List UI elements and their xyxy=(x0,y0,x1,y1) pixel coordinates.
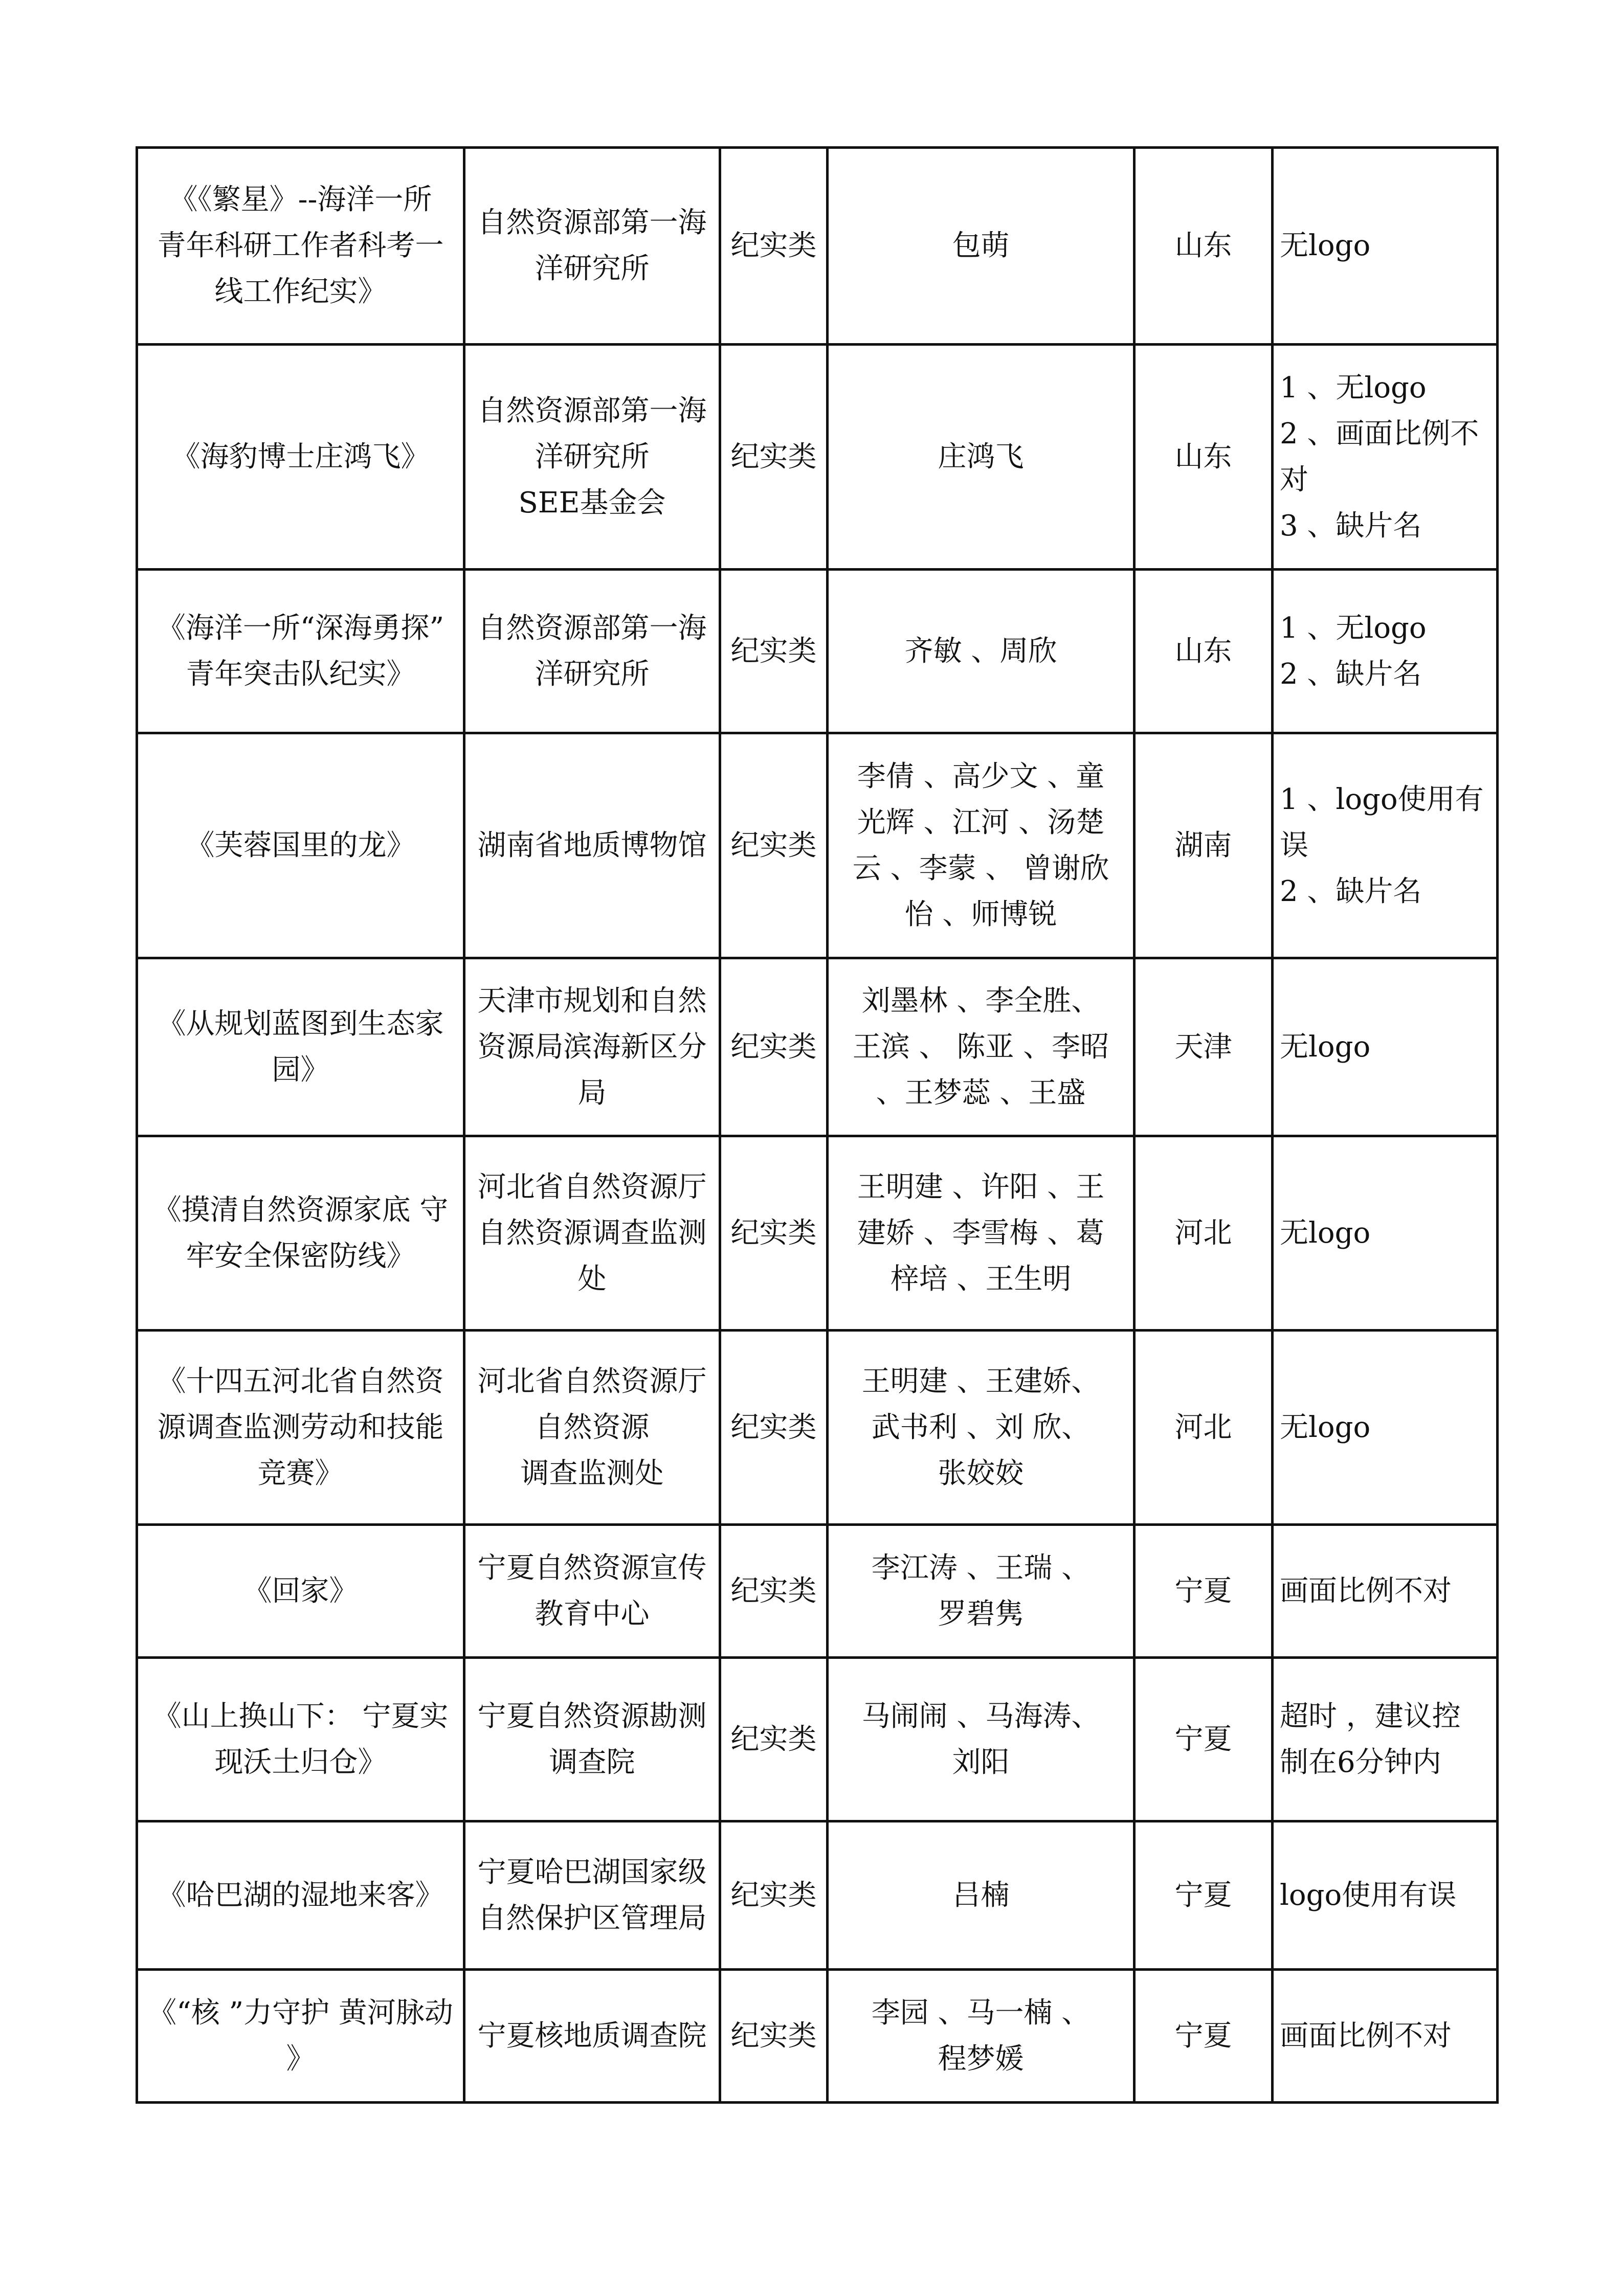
unit-cell xyxy=(464,1136,720,1331)
work-title: 《《繁星》--海洋一所 青年科研工作者科考一 线工作纪实》 xyxy=(157,183,444,308)
category: 纪实类 xyxy=(730,1878,817,1912)
work-title-cell xyxy=(137,1658,464,1821)
remark: 超时 ，建议控 制在6分钟内 xyxy=(1280,1699,1461,1779)
work-title-cell xyxy=(137,345,464,570)
table-row xyxy=(137,1821,1498,1970)
submitting-unit: 宁夏自然资源宣传 教育中心 xyxy=(477,1551,707,1631)
work-title: 《海洋一所“深海勇探” 青年突击队纪实》 xyxy=(157,611,444,691)
submitting-unit: 河北省自然资源厅 自然资源调查监测 处 xyxy=(477,1170,707,1296)
submitting-unit: 天津市规划和自然 资源局滨海新区分 局 xyxy=(477,984,707,1110)
authors-cell xyxy=(828,1658,1134,1821)
remark: 无logo xyxy=(1280,229,1371,262)
unit-cell xyxy=(464,1970,720,2103)
submitting-unit: 湖南省地质博物馆 xyxy=(477,828,707,862)
unit-cell xyxy=(464,148,720,345)
remark-cell xyxy=(1273,958,1498,1136)
category: 纪实类 xyxy=(730,1574,817,1608)
submitting-unit: 自然资源部第一海 洋研究所 SEE基金会 xyxy=(477,394,707,520)
authors-cell xyxy=(828,148,1134,345)
authors-cell xyxy=(828,1525,1134,1658)
region: 宁夏 xyxy=(1174,1574,1232,1608)
remark: 1 、无logo 2 、画面比例不 对 3 、缺片名 xyxy=(1280,371,1479,543)
authors: 马闹闹 、马海涛、 刘阳 xyxy=(861,1699,1100,1779)
remark-cell xyxy=(1273,1331,1498,1525)
remark-cell xyxy=(1273,733,1498,958)
unit-cell xyxy=(464,345,720,570)
work-title-cell xyxy=(137,1331,464,1525)
authors: 王明建 、王建娇、 武书利 、刘 欣、 张姣姣 xyxy=(861,1364,1100,1490)
remark-cell xyxy=(1273,1136,1498,1331)
category: 纪实类 xyxy=(730,2019,817,2053)
authors: 刘墨林 、李全胜、 王滨 、 陈亚 、李昭 、王梦蕊 、王盛 xyxy=(852,984,1109,1110)
work-title: 《芙蓉国里的龙》 xyxy=(186,828,415,862)
category-cell xyxy=(720,345,828,570)
region: 山东 xyxy=(1174,229,1232,262)
category-cell xyxy=(720,1821,828,1970)
remark-cell xyxy=(1273,1658,1498,1821)
table-row xyxy=(137,570,1498,733)
authors-cell xyxy=(828,733,1134,958)
remark-cell xyxy=(1273,570,1498,733)
region-cell xyxy=(1134,1331,1273,1525)
region-cell xyxy=(1134,345,1273,570)
table-row xyxy=(137,1525,1498,1658)
remark: logo使用有误 xyxy=(1280,1878,1457,1912)
table-row xyxy=(137,958,1498,1136)
category-cell xyxy=(720,1658,828,1821)
table-row xyxy=(137,1136,1498,1331)
category-cell xyxy=(720,733,828,958)
remark-cell xyxy=(1273,148,1498,345)
work-title-cell xyxy=(137,1821,464,1970)
unit-cell xyxy=(464,1331,720,1525)
submitting-unit: 宁夏核地质调查院 xyxy=(477,2019,707,2053)
region: 河北 xyxy=(1174,1216,1232,1250)
category: 纪实类 xyxy=(730,440,817,474)
region: 宁夏 xyxy=(1174,2019,1232,2053)
category-cell xyxy=(720,1970,828,2103)
region: 湖南 xyxy=(1174,828,1232,862)
work-title: 《十四五河北省自然资 源调查监测劳动和技能 竞赛》 xyxy=(157,1364,444,1490)
document-table-container xyxy=(136,146,1496,2104)
region: 山东 xyxy=(1174,634,1232,668)
authors-cell xyxy=(828,1970,1134,2103)
table-row xyxy=(137,1331,1498,1525)
region-cell xyxy=(1134,1525,1273,1658)
region-cell xyxy=(1134,1821,1273,1970)
remark-cell xyxy=(1273,1970,1498,2103)
work-title: 《回家》 xyxy=(243,1574,358,1608)
work-title: 《海豹博士庄鸿飞》 xyxy=(171,440,430,474)
work-title-cell xyxy=(137,733,464,958)
remark-cell xyxy=(1273,345,1498,570)
submitting-unit: 宁夏自然资源勘测 调查院 xyxy=(477,1699,707,1779)
submitting-unit: 自然资源部第一海 洋研究所 xyxy=(477,206,707,285)
unit-cell xyxy=(464,1658,720,1821)
region-cell xyxy=(1134,1970,1273,2103)
work-title: 《哈巴湖的湿地来客》 xyxy=(157,1878,444,1912)
remark: 无logo xyxy=(1280,1216,1371,1250)
table-row xyxy=(137,345,1498,570)
remark: 画面比例不对 xyxy=(1280,1574,1452,1608)
submitting-unit: 河北省自然资源厅 自然资源 调查监测处 xyxy=(477,1364,707,1490)
remark: 1 、无logo 2 、缺片名 xyxy=(1280,611,1427,691)
region-cell xyxy=(1134,148,1273,345)
work-title-cell xyxy=(137,1970,464,2103)
work-title-cell xyxy=(137,148,464,345)
category: 纪实类 xyxy=(730,1216,817,1250)
authors: 吕楠 xyxy=(952,1878,1010,1912)
unit-cell xyxy=(464,1525,720,1658)
category: 纪实类 xyxy=(730,1030,817,1064)
authors: 李江涛 、王瑞 、 罗碧隽 xyxy=(871,1551,1091,1631)
category: 纪实类 xyxy=(730,828,817,862)
entries-table xyxy=(136,146,1499,2104)
submitting-unit: 宁夏哈巴湖国家级 自然保护区管理局 xyxy=(477,1855,707,1935)
work-title: 《摸清自然资源家底 守 牢安全保密防线》 xyxy=(152,1193,449,1273)
work-title-cell xyxy=(137,958,464,1136)
work-title: 《山上换山下： 宁夏实 现沃土归仓》 xyxy=(152,1699,449,1779)
authors: 李园 、马一楠 、 程梦媛 xyxy=(871,1996,1091,2076)
region-cell xyxy=(1134,1136,1273,1331)
work-title-cell xyxy=(137,570,464,733)
authors-cell xyxy=(828,345,1134,570)
authors-cell xyxy=(828,1821,1134,1970)
unit-cell xyxy=(464,958,720,1136)
unit-cell xyxy=(464,570,720,733)
category: 纪实类 xyxy=(730,229,817,262)
region-cell xyxy=(1134,733,1273,958)
remark: 无logo xyxy=(1280,1030,1371,1064)
remark: 1 、logo使用有 误 2 、缺片名 xyxy=(1280,782,1484,908)
table-row xyxy=(137,148,1498,345)
table-row xyxy=(137,733,1498,958)
work-title-cell xyxy=(137,1525,464,1658)
region-cell xyxy=(1134,570,1273,733)
authors-cell xyxy=(828,1331,1134,1525)
remark: 无logo xyxy=(1280,1410,1371,1444)
remark: 画面比例不对 xyxy=(1280,2019,1452,2053)
category-cell xyxy=(720,1331,828,1525)
region: 天津 xyxy=(1174,1030,1232,1064)
authors: 李倩 、高少文 、童 光辉 、江河 、汤楚 云 、李蒙 、 曾谢欣 怡 、师博锐 xyxy=(852,759,1109,931)
region: 宁夏 xyxy=(1174,1722,1232,1756)
table-row xyxy=(137,1970,1498,2103)
work-title: 《从规划蓝图到生态家 园》 xyxy=(157,1007,444,1087)
unit-cell xyxy=(464,1821,720,1970)
authors-cell xyxy=(828,1136,1134,1331)
authors: 王明建 、许阳 、王 建娇 、李雪梅 、葛 梓培 、王生明 xyxy=(857,1170,1105,1296)
category-cell xyxy=(720,1525,828,1658)
authors-cell xyxy=(828,570,1134,733)
category-cell xyxy=(720,958,828,1136)
authors-cell xyxy=(828,958,1134,1136)
category-cell xyxy=(720,148,828,345)
submitting-unit: 自然资源部第一海 洋研究所 xyxy=(477,611,707,691)
remark-cell xyxy=(1273,1821,1498,1970)
region-cell xyxy=(1134,1658,1273,1821)
authors: 齐敏 、周欣 xyxy=(904,634,1057,668)
category: 纪实类 xyxy=(730,1410,817,1444)
region: 山东 xyxy=(1174,440,1232,474)
work-title: 《“核 ”力守护 黄河脉动 》 xyxy=(148,1996,453,2076)
region: 河北 xyxy=(1174,1410,1232,1444)
remark-cell xyxy=(1273,1525,1498,1658)
category: 纪实类 xyxy=(730,634,817,668)
category: 纪实类 xyxy=(730,1722,817,1756)
region: 宁夏 xyxy=(1174,1878,1232,1912)
region-cell xyxy=(1134,958,1273,1136)
table-row xyxy=(137,1658,1498,1821)
work-title-cell xyxy=(137,1136,464,1331)
category-cell xyxy=(720,1136,828,1331)
unit-cell xyxy=(464,733,720,958)
category-cell xyxy=(720,570,828,733)
authors: 庄鸿飞 xyxy=(938,440,1024,474)
authors: 包萌 xyxy=(952,229,1010,262)
